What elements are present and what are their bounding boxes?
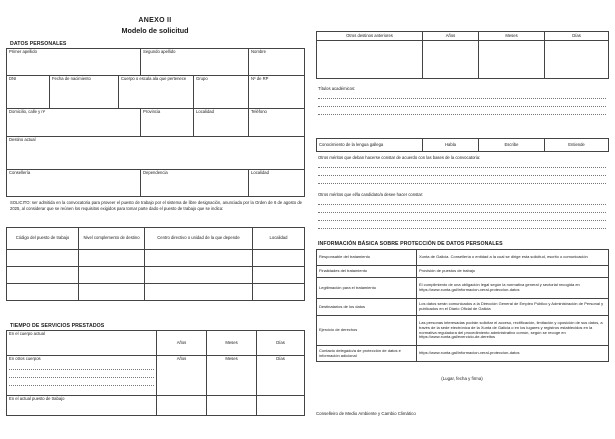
dotted-line[interactable] (318, 213, 606, 221)
name-label: Nombre (251, 49, 266, 54)
dni-field[interactable] (7, 76, 50, 109)
years-cell[interactable] (157, 331, 207, 356)
dotted-line[interactable] (318, 176, 606, 184)
years-header: Años (423, 32, 479, 41)
privacy-key: Contacto delegado/a de protección de datos e información adicional (317, 346, 417, 362)
post-locality-header: Localidad (253, 228, 305, 250)
degrees-box (318, 86, 606, 115)
privacy-key: Responsable del tratamiento (317, 250, 417, 266)
other-posts-cell[interactable] (317, 41, 423, 79)
group-label: Grupo (196, 76, 208, 81)
other-merits-label: Otros méritos que deban hacerse constar de acuerdo con las bases de la convocatoria: (318, 155, 481, 160)
other-merits-box (318, 155, 606, 184)
birth-date-field[interactable] (50, 76, 119, 109)
privacy-table (316, 249, 609, 362)
months-label: Meses (225, 356, 238, 361)
current-post-field[interactable] (7, 137, 305, 170)
department-field[interactable] (7, 170, 141, 197)
post-cell[interactable] (79, 284, 145, 301)
corps-label: Cuerpo o escala ala que pertenece (121, 76, 187, 81)
months-header: Meses (479, 32, 545, 41)
months-cell[interactable] (207, 356, 257, 396)
post-cell[interactable] (253, 250, 305, 267)
locality-field[interactable] (194, 109, 249, 137)
dotted-line[interactable] (318, 197, 606, 205)
current-body-row (7, 331, 157, 356)
other-merits-candidate-label: Otros méritos que el/la candidato/a desee hacer constar: (318, 192, 424, 197)
other-bodies-row (7, 356, 157, 396)
privacy-key: Destinatarios de los datos (317, 299, 417, 316)
dotted-line[interactable] (9, 370, 154, 378)
galician-label-cell (317, 139, 423, 152)
service-time-table (6, 330, 305, 416)
dotted-line[interactable] (318, 221, 606, 229)
days-label: Días (276, 339, 285, 345)
current-post-job-label: En el actual puesto de trabajo (9, 396, 65, 401)
post-code-header: Código del puesto de trabajo (7, 228, 79, 250)
dotted-line[interactable] (318, 168, 606, 176)
name-field[interactable] (249, 49, 305, 76)
dotted-line[interactable] (318, 205, 606, 213)
post-table (6, 227, 305, 301)
other-posts-header: Otros destinos anteriores (317, 32, 423, 41)
request-text: SOLICITO: ser admitida en la convocatoria para proveer el puesto de trabajo por el sistema de libre designación, anunciada por la Orden de 6 de agosto de 2025, al considerar que se reúnen los requisitos exigidos para tomar parte dado el puesto de trabajo que se indica: (10, 200, 302, 211)
post-cell[interactable] (7, 267, 79, 284)
current-post-label: Destino actual (9, 137, 36, 142)
privacy-value: Provisión de puestos de trabajo (417, 266, 609, 278)
annex-title: ANEXO II (138, 17, 172, 24)
province-field[interactable] (141, 109, 194, 137)
post-cell[interactable] (7, 284, 79, 301)
privacy-value: https://www.xunta.gal/informacion-xeral-proteccion-datos (417, 346, 609, 362)
second-surname-field[interactable] (141, 49, 249, 76)
department-label: Consellería (9, 170, 31, 175)
address-label: Domicilio, calle y nº (9, 109, 46, 114)
post-cell[interactable] (253, 267, 305, 284)
post-cell[interactable] (79, 267, 145, 284)
locality-label: Localidad (196, 109, 214, 114)
dotted-line[interactable] (318, 91, 606, 99)
service-time-title: TIEMPO DE SERVICIOS PRESTADOS (10, 323, 105, 329)
privacy-value: Las personas interesadas podrán solicitar el acceso, rectificación, limitación y oposición de sus datos, a través de la sede electrónica de la Xunta de Galicia o en los lugares y registros establecidos en la normativa reguladora del procedimiento administrativo común, según se recoge en https://www.xunta.gal/exercicio-de-dereitos (417, 316, 609, 346)
days-header: Días (545, 32, 609, 41)
first-surname-label: Primer apellido (9, 49, 37, 54)
signature-line: (Lugar, fecha y firma) (441, 376, 483, 381)
unit-field[interactable] (141, 170, 249, 197)
galician-table (316, 138, 609, 152)
dotted-line[interactable] (318, 99, 606, 107)
phone-field[interactable] (249, 109, 305, 137)
first-surname-field[interactable] (7, 49, 141, 76)
speak-label: Habla (445, 141, 456, 147)
unit-locality-field[interactable] (249, 170, 305, 197)
years-label: Años (176, 356, 187, 361)
months-cell[interactable] (207, 331, 257, 356)
post-cell[interactable] (79, 250, 145, 267)
privacy-value: Xunta de Galicia. Consellería o entidad a la cual se dirige esta solicitud, escrito o comunicación (417, 250, 609, 266)
write-cell[interactable] (479, 139, 545, 152)
post-cell[interactable] (145, 250, 253, 267)
privacy-title: INFORMACIÓN BÁSICA SOBRE PROTECCIÓN DE DATOS PERSONALES (318, 241, 503, 247)
dotted-line[interactable] (318, 107, 606, 115)
dotted-line[interactable] (9, 378, 154, 386)
years-cell[interactable] (157, 356, 207, 396)
days-label: Días (276, 356, 285, 361)
post-cell[interactable] (145, 284, 253, 301)
privacy-key: Finalidades del tratamiento (317, 266, 417, 278)
months-cell[interactable] (207, 396, 257, 416)
rp-number-label: Nº de RP (251, 76, 269, 81)
post-cell[interactable] (253, 284, 305, 301)
annex-subtitle: Modelo de solicitud (121, 26, 189, 35)
corps-field[interactable] (119, 76, 194, 109)
phone-label: Teléfono (251, 109, 267, 114)
understand-label: Entiende (568, 141, 585, 147)
other-posts-table (316, 31, 609, 79)
write-label: Escribe (504, 141, 519, 147)
galician-label: Conocimiento de la lengua gallega (319, 141, 384, 147)
days-cell[interactable] (257, 396, 305, 416)
understand-cell[interactable] (545, 139, 609, 152)
unit-label: Dependencia (143, 170, 168, 175)
privacy-key: Ejercicio de derechos (317, 316, 417, 346)
months-cell[interactable] (479, 41, 545, 79)
post-center-header: Centro directivo o unidad de la que depende (145, 228, 253, 250)
current-body-label: En el cuerpo actual (9, 331, 45, 336)
personal-data-table (6, 48, 305, 197)
dotted-line[interactable] (318, 160, 606, 168)
footer-signatory: Conselleiro de Medio Ambiente y Cambio Climático (316, 411, 416, 416)
years-cell[interactable] (423, 41, 479, 79)
second-surname-label: Segundo apellido (143, 49, 176, 54)
days-cell[interactable] (545, 41, 609, 79)
degrees-label: Títulos académicos: (318, 86, 356, 91)
dotted-line[interactable] (9, 362, 154, 370)
current-post-job-row (7, 396, 157, 416)
years-label: Años (176, 339, 187, 345)
province-label: Provincia (143, 109, 161, 114)
other-bodies-label: En otros cuerpos (9, 356, 41, 361)
years-cell[interactable] (157, 396, 207, 416)
post-cell[interactable] (145, 267, 253, 284)
months-label: Meses (225, 339, 238, 345)
unit-locality-label: Localidad (251, 170, 269, 175)
group-field[interactable] (194, 76, 249, 109)
privacy-value: El cumplimiento de una obligación legal según la normativa general y sectorial recogida en https://www.xunta.gal/informacion-xeral-proteccion-datos (417, 278, 609, 299)
days-cell[interactable] (257, 331, 305, 356)
rp-number-field[interactable] (249, 76, 305, 109)
post-level-header: Nivel complemento de destino (79, 228, 145, 250)
address-field[interactable] (7, 109, 141, 137)
privacy-value: Los datos serán comunicados a la Dirección General de Empleo Público y Administración de Personal y publicados en el Diario Oficial de Galicia (417, 299, 609, 316)
post-cell[interactable] (7, 250, 79, 267)
other-merits-candidate-box (318, 192, 606, 229)
days-cell[interactable] (257, 356, 305, 396)
dni-label: DNI (9, 76, 17, 81)
personal-data-title: DATOS PERSONALES (10, 41, 67, 47)
speak-cell[interactable] (423, 139, 479, 152)
birth-date-label: Fecha de nacimiento (52, 76, 91, 81)
privacy-key: Legitimación para el tratamiento (317, 278, 417, 299)
